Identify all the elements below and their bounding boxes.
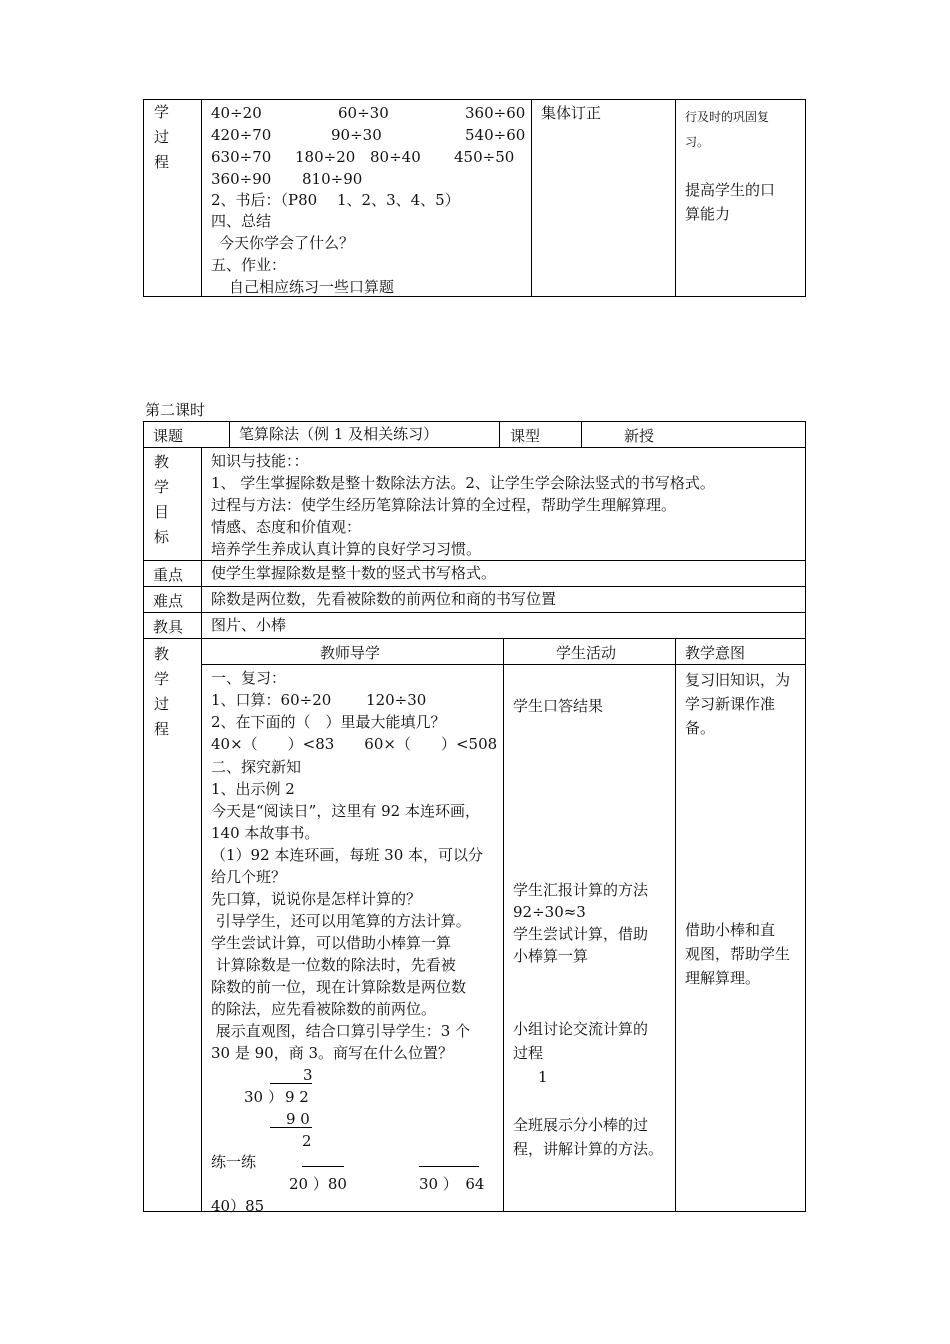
- teacher-line: （1）92 本连环画，每班 30 本，可以分: [211, 846, 484, 864]
- goals-label-char: 标: [154, 528, 170, 546]
- goal-line: 过程与方法：使学生经历笔算除法计算的全过程，帮助学生理解算理。: [211, 496, 677, 514]
- key-label: 重点: [153, 566, 184, 584]
- teacher-line: 给几个班？: [211, 868, 287, 886]
- teacher-line: 1、出示例 2: [211, 780, 295, 798]
- intent-line: 借助小棒和直: [685, 921, 776, 939]
- practice-item: 40）85: [211, 1197, 265, 1215]
- student-line: 1: [538, 1068, 548, 1086]
- side-label-char: 程: [154, 153, 170, 171]
- intent-text: 提高学生的口: [685, 181, 776, 199]
- lesson-title: 第二课时: [145, 401, 206, 419]
- teacher-line: 40×（ ）<83 60×（ ）<508: [211, 735, 498, 753]
- side-label-char: 学: [154, 103, 170, 121]
- key-value: 使学生掌握除数是整十数的竖式书写格式。: [211, 564, 497, 582]
- goals-label-char: 教: [154, 453, 170, 471]
- teacher-line: 学生尝试计算，可以借助小棒算一算: [211, 934, 452, 952]
- calc-item: 810÷90: [302, 170, 363, 188]
- summary-heading: 四、总结: [211, 212, 272, 230]
- division-product: 9 0: [286, 1110, 310, 1128]
- teacher-line: 1、口算：60÷20 120÷30: [211, 691, 427, 709]
- homework-text: 自己相应练习一些口算题: [229, 278, 395, 296]
- student-line: 过程: [513, 1044, 544, 1062]
- practice-item: 30 ） 64: [419, 1175, 485, 1193]
- student-line: 学生尝试计算，借助: [513, 925, 649, 943]
- student-line: 学生口答结果: [513, 697, 604, 715]
- intent-line: 备。: [685, 719, 716, 737]
- practice-item: 20 ）80: [289, 1175, 347, 1193]
- teacher-line: 一、复习：: [211, 669, 287, 687]
- calc-item: 60÷30: [338, 104, 389, 122]
- process-label-char: 学: [154, 670, 170, 688]
- col-header-student: 学生活动: [556, 644, 617, 662]
- student-line: 程，讲解计算的方法。: [513, 1140, 664, 1158]
- goal-line: 情感、态度和价值观：: [211, 518, 362, 536]
- teacher-line: 先口算，说说你是怎样计算的？: [211, 890, 422, 908]
- teacher-line: 除数的前一位，现在计算除数是两位数: [211, 978, 467, 996]
- summary-question: 今天你学会了什么？: [219, 234, 355, 252]
- teacher-line: 30 是 90，商 3。商写在什么位置？: [211, 1044, 454, 1062]
- student-line: 小组讨论交流计算的: [513, 1020, 649, 1038]
- teacher-line: 140 本故事书。: [211, 824, 320, 842]
- goal-line: 1、 学生掌握除数是整十数除法方法。2、让学生学会除法竖式的书写格式。: [211, 474, 715, 492]
- teacher-line: 2、在下面的（ ）里最大能填几？: [211, 713, 446, 731]
- calc-item: 420÷70: [211, 126, 272, 144]
- division-dividend: 9 2: [285, 1088, 309, 1106]
- calc-item: 360÷90: [211, 170, 272, 188]
- teacher-line: 今天是“阅读日”，这里有 92 本连环画，: [211, 802, 480, 820]
- calc-item: 360÷60: [465, 104, 526, 122]
- process-label-char: 教: [154, 645, 170, 663]
- calc-item: 540÷60: [465, 126, 526, 144]
- col-header-teacher: 教师导学: [320, 644, 381, 662]
- teacher-line: 的除法，应先看被除数的前两位。: [211, 1000, 437, 1018]
- teacher-line: 二、探究新知: [211, 758, 302, 776]
- student-line: 92÷30≈3: [513, 903, 586, 921]
- calc-item: 450÷50: [454, 148, 515, 166]
- topic-label: 课题: [153, 427, 184, 445]
- calc-item: 180÷20: [295, 148, 356, 166]
- student-line: 学生汇报计算的方法: [513, 881, 649, 899]
- calc-item: 40÷20: [211, 104, 262, 122]
- calc-item: 90÷30: [331, 126, 382, 144]
- process-label-char: 程: [154, 720, 170, 738]
- type-value: 新授: [624, 427, 655, 445]
- goals-label-char: 学: [154, 478, 170, 496]
- teacher-line: 引导学生，还可以用笔算的方法计算。: [211, 912, 471, 930]
- intent-text: 行及时的巩固复: [685, 110, 770, 124]
- topic-value: 笔算除法（例 1 及相关练习）: [239, 425, 439, 443]
- goal-line: 培养学生养成认真计算的良好学习习惯。: [211, 540, 482, 558]
- intent-line: 复习旧知识，为: [685, 671, 791, 689]
- practice-heading: 练一练: [211, 1153, 257, 1171]
- intent-line: 观图，帮助学生: [685, 945, 791, 963]
- division-bracket: ）: [268, 1088, 284, 1106]
- student-line: 小棒算一算: [513, 947, 589, 965]
- student-line: 全班展示分小棒的过: [513, 1116, 649, 1134]
- col-header-intent: 教学意图: [685, 644, 746, 662]
- process-label-char: 过: [154, 695, 170, 713]
- intent-line: 学习新课作准: [685, 695, 776, 713]
- division-remainder: 2: [302, 1132, 312, 1150]
- student-activity-text: 集体订正: [541, 104, 602, 122]
- side-label-char: 过: [154, 128, 170, 146]
- homework-heading: 五、作业：: [211, 256, 287, 274]
- goals-label-char: 目: [154, 503, 170, 521]
- teacher-line: 展示直观图，结合口算引导学生：3 个: [211, 1022, 471, 1040]
- division-quotient: 3: [303, 1066, 313, 1084]
- tools-value: 图片、小棒: [211, 616, 287, 634]
- difficulty-label: 难点: [153, 592, 184, 610]
- intent-line: 理解算理。: [685, 969, 761, 987]
- tools-label: 教具: [153, 618, 184, 636]
- calc-item: 80÷40: [370, 148, 421, 166]
- calc-item: 630÷70: [211, 148, 272, 166]
- type-label: 课型: [510, 427, 541, 445]
- intent-text: 习。: [685, 135, 710, 149]
- teacher-line: 计算除数是一位数的除法时，先看被: [211, 956, 456, 974]
- goal-line: 知识与技能：：: [211, 452, 309, 470]
- division-divisor: 30: [244, 1088, 264, 1106]
- intent-text: 算能力: [685, 205, 731, 223]
- book-exercise-line: 2、书后：（P80 1、2、3、4、5）: [211, 191, 460, 209]
- difficulty-value: 除数是两位数，先看被除数的前两位和商的书写位置: [211, 590, 557, 608]
